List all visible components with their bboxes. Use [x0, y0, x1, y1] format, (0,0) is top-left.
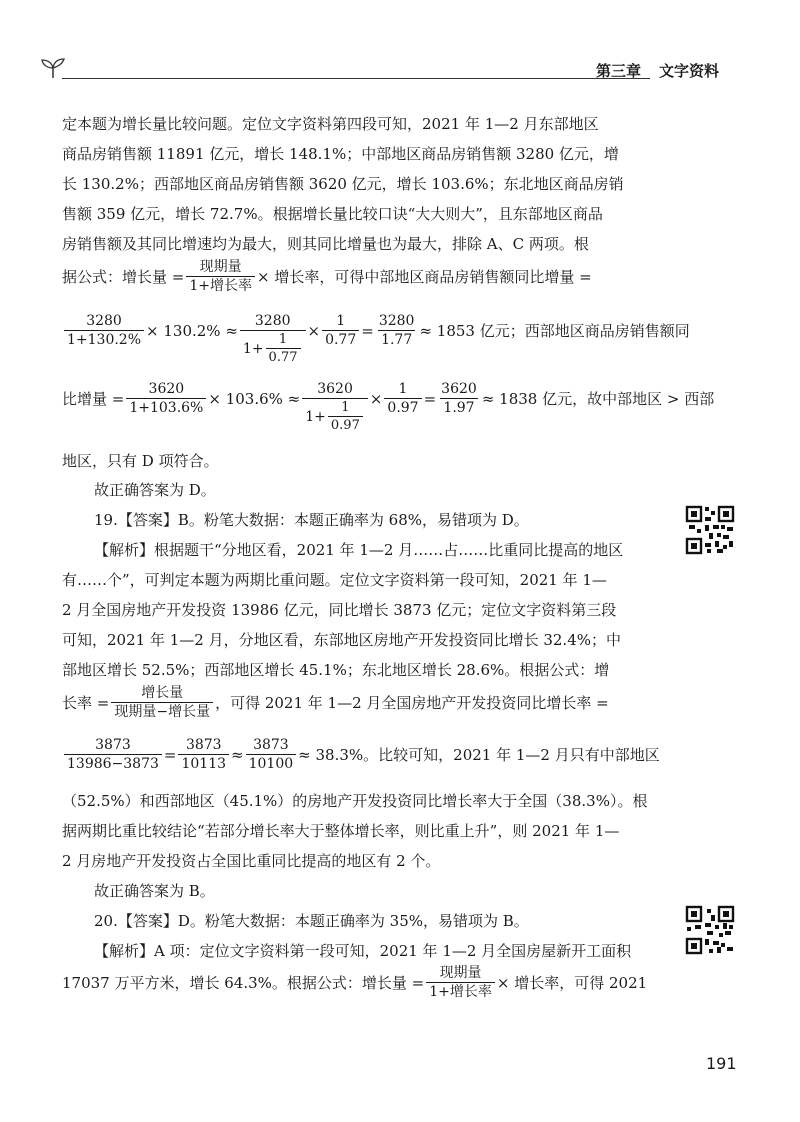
- text-segment: × 增长率，可得中部地区商品房销售额同比增量 =: [256, 267, 592, 286]
- answer-line: 19.【答案】B。粉笔大数据：本题正确率为 68%，易错项为 D。: [94, 511, 529, 529]
- text-line: 2 月房地产开发投资占全国比重同比提高的地区有 2 个。: [62, 852, 441, 870]
- fraction: 3620 1+ $\frac{1}{0.97}$: [302, 380, 368, 434]
- text-segment: × 增长率，可得 2021: [496, 973, 648, 992]
- text-segment: × 130.2% ≈: [146, 322, 238, 340]
- text-line: 房销售额及其同比增速均为最大，则其同比增量也为最大，排除 A、C 两项。根: [62, 235, 589, 253]
- fraction: $\frac{3620}{1.97}$: [441, 381, 477, 416]
- text-segment: 长率 =: [62, 693, 110, 712]
- text-line: 商品房销售额 11891 亿元，增长 148.1%；中部地区商品房销售额 3280 亿元，增: [62, 145, 619, 163]
- fraction: $\frac{3280}{1.77}$: [378, 313, 415, 348]
- qr-code-icon[interactable]: [685, 505, 735, 555]
- analysis-line: 【解析】根据题干“分地区看，2021 年 1—2 月……占……比重同比提高的地区: [94, 541, 624, 559]
- formula-line: $\frac{3280}{1+130.2\%}$ × 130.2% ≈ 3280 1+ $\frac{1}{0.77}$ × $\frac{1}{0.77}$ = $\frac{3280}{1.77}$ ≈ 1853 亿元；西部地区商品房销售额同: [62, 312, 690, 366]
- fraction: $\frac{\text{增长量}}{\text{现期量−增长量}}$: [111, 684, 213, 721]
- formula-line: [62, 684, 609, 721]
- text-line: 定本题为增长量比较问题。定位文字资料第四段可知，2021 年 1—2 月东部地区: [62, 115, 599, 133]
- fraction: $\frac{1}{0.97}$: [328, 399, 363, 434]
- chapter-name: 文字资料: [659, 62, 720, 80]
- fraction: $\frac{1}{0.77}$: [322, 312, 359, 349]
- header-rule: [62, 78, 650, 79]
- text-line: 可知，2021 年 1—2 月，分地区看，东部地区房地产开发投资同比增长 32.4%；中: [62, 631, 621, 649]
- formula-line: [62, 964, 647, 1001]
- sprout-icon: [40, 56, 66, 80]
- text-segment: 比增量 =: [62, 390, 125, 408]
- text-line: 2 月全国房地产开发投资 13986 亿元，同比增长 3873 亿元；定位文字资料第三段: [62, 601, 617, 619]
- text-line: 据两期比重比较结论“若部分增长率大于整体增长率，则比重上升”，则 2021 年 1—: [62, 822, 620, 840]
- text-line: 故正确答案为 B。: [94, 882, 215, 900]
- page-number: 191: [706, 1054, 737, 1073]
- chapter-number: 第三章: [596, 62, 642, 80]
- fraction: $\frac{3873}{10100}$: [246, 736, 297, 773]
- answer-line: 20.【答案】D。粉笔大数据：本题正确率为 35%，易错项为 B。: [94, 912, 529, 930]
- fraction: $\frac{3280}{1+130.2\%}$: [64, 312, 144, 349]
- text-line: 地区，只有 D 项符合。: [62, 452, 219, 470]
- fraction: $\frac{3620}{1+103.6\%}$: [126, 380, 206, 417]
- text-segment: ≈ 38.3%。比较可知，2021 年 1—2 月只有中部地区: [298, 745, 660, 764]
- analysis-line: 【解析】A 项：定位文字资料第一段可知，2021 年 1—2 月全国房屋新开工面积: [94, 942, 632, 960]
- text-line: 部地区增长 52.5%；西部地区增长 45.1%；东北地区增长 28.6%。根据公式：增: [62, 661, 610, 679]
- text-segment: × 103.6% ≈: [208, 390, 301, 408]
- fraction: $\frac{3873}{10113}$: [178, 736, 229, 773]
- text-segment: 据公式：增长量 =: [62, 267, 185, 286]
- text-segment: ，可得 2021 年 1—2 月全国房地产开发投资同比增长率 =: [215, 693, 609, 712]
- chapter-title: [596, 60, 719, 81]
- fraction: $\frac{3873}{13986-3873}$: [64, 736, 162, 773]
- fraction: 3280 1+ $\frac{1}{0.77}$: [240, 312, 306, 366]
- text-line: 有……个”，可判定本题为两期比重问题。定位文字资料第一段可知，2021 年 1—: [62, 571, 607, 589]
- text-segment: ≈ 1838 亿元，故中部地区 > 西部: [481, 390, 715, 408]
- page-header: [40, 56, 740, 86]
- text-line: 故正确答案为 D。: [94, 481, 216, 499]
- formula-line: 比增量 = $\frac{3620}{1+103.6\%}$ × 103.6% ≈ 3620 1+ $\frac{1}{0.97}$ × $\frac{1}{0.97}$ = $\frac{3620}{1.97}$ ≈ 1838 亿元，故中部地区 > 西部: [62, 381, 715, 433]
- fraction: $\frac{1}{0.97}$: [384, 380, 421, 417]
- text-segment: 17037 万平方米，增长 64.3%。根据公式：增长量 =: [62, 973, 425, 992]
- fraction: $\frac{1}{0.77}$: [266, 331, 301, 366]
- text-line: 长 130.2%；西部地区商品房销售额 3620 亿元，增长 103.6%；东北地区商品房销: [62, 175, 624, 193]
- text-line: 售额 359 亿元，增长 72.7%。根据增长量比较口诀“大大则大”，且东部地区商品: [62, 205, 603, 223]
- qr-code-icon[interactable]: [685, 905, 735, 955]
- fraction: $\frac{\text{现期量}}{\text{1+增长率}}$: [426, 964, 495, 1001]
- text-segment: ≈ 1853 亿元；西部地区商品房销售额同: [419, 322, 690, 340]
- fraction: $\frac{\text{现期量}}{\text{1+增长率}}$: [186, 258, 255, 295]
- text-line: （52.5%）和西部地区（45.1%）的房地产开发投资同比增长率大于全国（38.3%）。根: [62, 792, 648, 810]
- formula-line: $\frac{3873}{13986-3873}$ = $\frac{3873}{10113}$ ≈ $\frac{3873}{10100}$ ≈ 38.3%。比较可知，2021 年 1—2 月只有中部地区: [62, 736, 660, 773]
- formula-line: [62, 258, 592, 295]
